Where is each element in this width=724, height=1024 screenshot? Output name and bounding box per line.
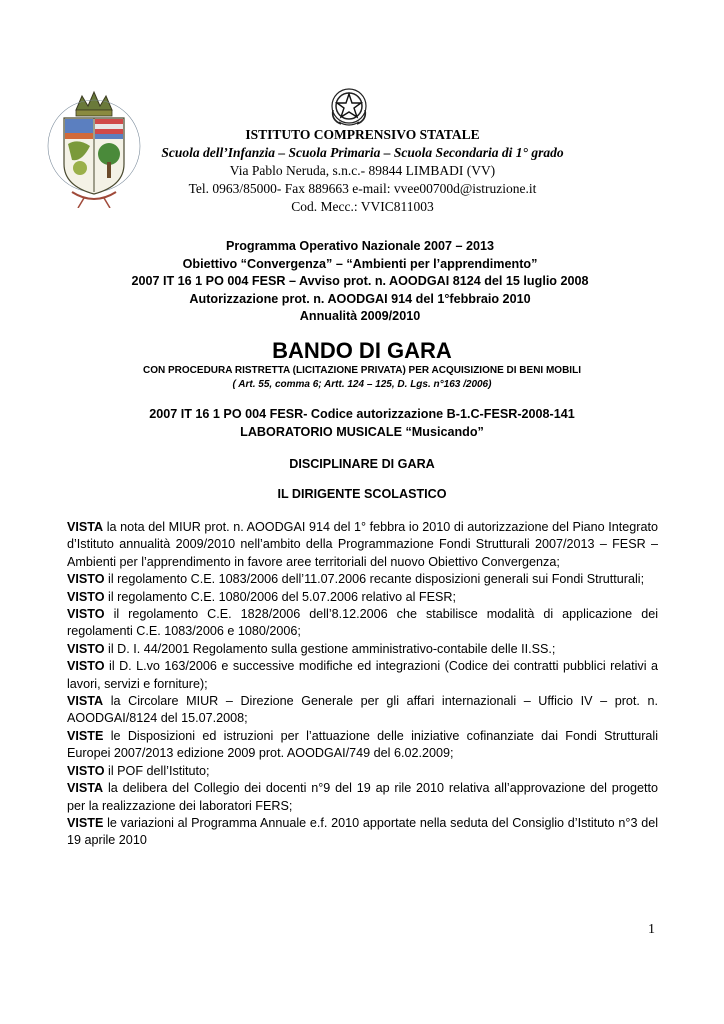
republic-emblem — [327, 84, 371, 128]
clause-keyword: VISTE — [67, 728, 104, 743]
clause-text: il D. L.vo 163/2006 e successive modifiche ed integrazioni (Codice dei contratti pubblici relativi a lavori, servizi e forniture); — [67, 659, 658, 691]
clause-keyword: VISTO — [67, 607, 105, 622]
institution-header — [140, 126, 585, 216]
articles-line: ( Art. 55, comma 6; Artt. 124 – 125, D. Lgs. n°163 /2006) — [232, 378, 492, 390]
clause-text: il D. I. 44/2001 Regolamento sulla gestione amministrativo-contabile delle II.SS.; — [104, 641, 556, 656]
clause-text: il regolamento C.E. 1080/2006 del 5.07.2006 relativo al FESR; — [104, 589, 457, 604]
authorization-code: 2007 IT 16 1 PO 004 FESR- Codice autorizzazione B-1.C-FESR-2008-141 — [149, 407, 575, 421]
document-subtitle — [60, 364, 664, 391]
authorization-code-block — [60, 406, 664, 441]
clause-text: le Disposizioni ed istruzioni per l’attuazione delle iniziative cofinanziate dai Fondi Strutturali Europei 2007/2013 edizione 2009 prot. AOODGAI/749 del 6.02.2009; — [67, 728, 658, 761]
clause-text: la nota del MIUR prot. n. AOODGAI 914 del 1° febbra io 2010 di autorizzazione del Piano Integrato d’Istituto annualità 2009/2010 nell’ambito della Programmazione Fondi Strutturali 2007/2013 – FESR – Ambienti per l’apprendimento in favore aree territoriali del nuovo Obiettivo Convergenza; — [67, 520, 658, 569]
clause-paragraph — [67, 519, 658, 571]
clause-text: la delibera del Collegio dei docenti n°9 del 19 ap rile 2010 relativa all’approvazione del progetto per la realizzazione dei laboratori FERS; — [67, 781, 658, 813]
institute-name: ISTITUTO COMPRENSIVO STATALE — [245, 127, 480, 142]
programme-line: Annualità 2009/2010 — [299, 309, 421, 323]
clause-keyword: VISTE — [67, 815, 104, 830]
clause-text: il regolamento C.E. 1828/2006 dell’8.12.2006 che stabilisce modalità di applicazione dei regolamenti C.E. 1083/2006 e 1080/2006; — [67, 607, 658, 639]
programme-line: Obiettivo “Convergenza” – “Ambienti per l’apprendimento” — [182, 256, 538, 271]
clause-paragraph — [67, 589, 658, 606]
clause-paragraph — [67, 693, 658, 728]
clause-paragraph — [67, 641, 658, 658]
clause-keyword: VISTO — [67, 589, 105, 604]
clause-text: la Circolare MIUR – Direzione Generale per gli affari internazionali – Ufficio IV – prot. n. AOODGAI/8124 del 15.07.2008; — [67, 694, 658, 726]
school-logo — [42, 88, 146, 208]
school-address: Via Pablo Neruda, s.n.c.- 89844 LIMBADI (VV) — [229, 163, 496, 178]
lab-name: LABORATORIO MUSICALE “Musicando” — [240, 424, 484, 439]
clause-keyword: VISTA — [67, 781, 104, 796]
programme-line: 2007 IT 16 1 PO 004 FESR – Avviso prot. n. AOODGAI 8124 del 15 luglio 2008 — [131, 274, 589, 288]
programme-line: Autorizzazione prot. n. AOODGAI 914 del 1°febbraio 2010 — [189, 291, 531, 306]
programme-line: Programma Operativo Nazionale 2007 – 2013 — [225, 239, 495, 253]
clauses-body — [67, 519, 658, 850]
page-number: 1 — [648, 922, 655, 937]
clause-keyword: VISTA — [67, 694, 104, 709]
clause-paragraph — [67, 763, 658, 780]
clause-paragraph — [67, 815, 658, 850]
clause-paragraph — [67, 780, 658, 815]
clause-text: il POF dell’Istituto; — [104, 763, 210, 778]
clause-keyword: VISTO — [67, 659, 105, 674]
clause-paragraph — [67, 571, 658, 588]
school-levels: Scuola dell’Infanzia – Scuola Primaria – Scuola Secondaria di 1° grado — [161, 145, 564, 160]
clause-paragraph — [67, 658, 658, 693]
section-heading: IL DIRIGENTE SCOLASTICO — [277, 487, 447, 501]
clause-keyword: VISTO — [67, 572, 105, 587]
document-title: BANDO DI GARA — [272, 338, 452, 363]
school-code: Cod. Mecc.: VVIC811003 — [291, 199, 434, 214]
section-heading: DISCIPLINARE DI GARA — [289, 457, 435, 471]
clause-paragraph — [67, 606, 658, 641]
clause-keyword: VISTA — [67, 520, 104, 534]
clause-text: il regolamento C.E. 1083/2006 dell’11.07.2006 recante disposizioni generali sui Fondi Strutturali; — [104, 572, 645, 587]
procedure-line: CON PROCEDURA RISTRETTA (LICITAZIONE PRIVATA) PER ACQUISIZIONE DI BENI MOBILI — [143, 365, 581, 376]
clause-keyword: VISTO — [67, 641, 105, 656]
school-contacts: Tel. 0963/85000- Fax 889663 e-mail: vvee00700d@istruzione.it — [188, 181, 537, 196]
clause-text: le variazioni al Programma Annuale e.f. 2010 apportate nella seduta del Consiglio d’Istituto n°3 del 19 aprile 2010 — [67, 815, 658, 848]
clause-keyword: VISTO — [67, 763, 105, 778]
clause-paragraph — [67, 728, 658, 763]
programme-block — [50, 238, 670, 326]
